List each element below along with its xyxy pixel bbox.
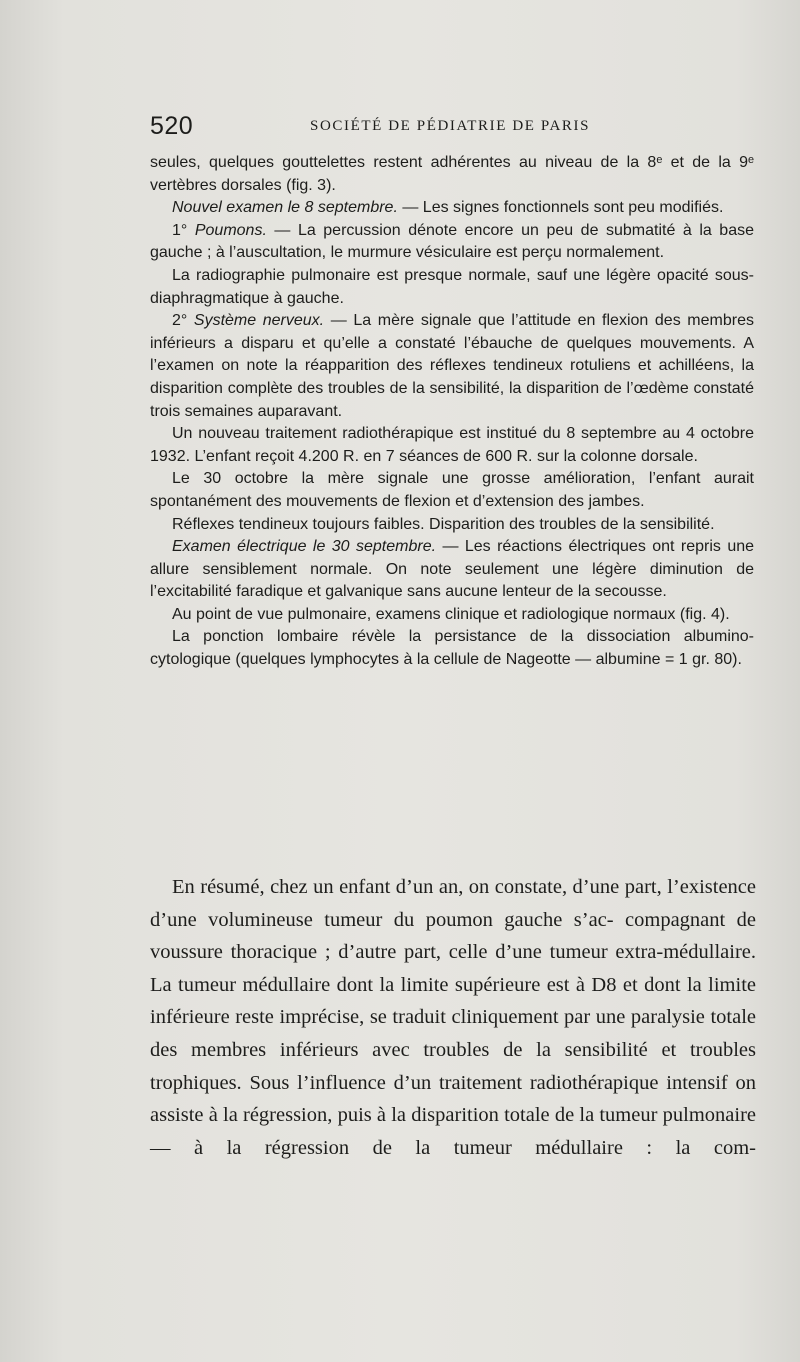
paragraph-text: — La percussion dénote encore un peu de submatité à la base gauche ; à l’auscultation, le murmure vésiculaire est perçu normalement.	[150, 221, 755, 262]
summary-line: inférieurs avec troubles de la sensibilité et troubles trophiques.	[150, 1038, 756, 1094]
paragraph-text: seules, quelques gouttelettes restent adhérentes au niveau de la 8ᵉ et de la 9ᵉ vertèbres dorsales (fig. 3).	[150, 154, 754, 194]
summary-line: compagnant de voussure thoracique ; d’autre part, celle d’une	[150, 908, 756, 964]
paragraph	[150, 220, 754, 265]
paragraph	[150, 604, 754, 627]
paragraph-text: La ponction lombaire révèle la persistance de la dissociation albumino-cytologique (quelques lymphocytes à la cellule de Nageotte — albumine = 1 gr. 80).	[150, 628, 754, 669]
paragraph-number: 2°	[172, 312, 194, 330]
summary-line: Sous l’influence d’un traitement radiothérapique intensif on	[249, 1071, 756, 1094]
summary-paragraph	[150, 871, 756, 1164]
paragraph-lead: Poumons.	[194, 221, 267, 239]
summary-line: tumeur extra-médullaire. La tumeur médullaire dont la limite	[150, 941, 756, 996]
summary-section	[150, 871, 756, 1164]
paragraph-text: — Les signes fonctionnels sont peu modifiés.	[397, 199, 724, 217]
summary-line: pulmonaire — à la régression de la tumeur médullaire : la com-	[150, 1104, 757, 1159]
paragraph-text: Réflexes tendineux toujours faibles. Disparition des troubles de la sensibilité.	[172, 515, 715, 533]
paragraph-text: — Les réactions électriques ont repris une allure sensiblement normale. On note seulement une légère diminution de l’excitabilité faradique et galvanique sans aucune lenteur de la secousse.	[150, 538, 755, 601]
page-header	[150, 112, 755, 148]
paragraph	[150, 152, 754, 197]
paragraph	[150, 626, 754, 671]
summary-line: l’existence d’une volumineuse tumeur du poumon gauche s’ac-	[150, 876, 756, 931]
paragraph	[150, 310, 754, 423]
paragraph	[150, 468, 754, 513]
paragraph-text: Un nouveau traitement radiothérapique est institué du 8 septembre au 4 octobre 1932. L’enfant reçoit 4.200 R. en 7 séances de 600 R. sur la colonne dorsale.	[150, 425, 754, 465]
paragraph	[150, 265, 754, 310]
paragraph	[150, 197, 754, 220]
paragraph-lead: Système nerveux.	[193, 312, 325, 330]
paragraph-text: Au point de vue pulmonaire, examens clinique et radiologique normaux (fig. 4).	[172, 605, 730, 623]
summary-line: assiste à la régression, puis à la disparition totale de la tumeur	[150, 1104, 658, 1127]
paragraph-lead: Examen électrique le 30 septembre.	[172, 538, 437, 556]
page-number: 520	[150, 112, 194, 140]
paragraph-text: Le 30 octobre la mère signale une grosse amélioration, l’enfant aurait spontanément des mouvements de flexion et d’extension des jambes.	[150, 470, 754, 510]
summary-line: En résumé, chez un enfant d’un an, on constate, d’une part,	[172, 876, 662, 898]
paragraph-text: La radiographie pulmonaire est presque normale, sauf une légère opacité sous-diaphragmatique à gauche.	[150, 266, 754, 307]
paragraph-number: 1°	[172, 221, 195, 239]
paragraph	[150, 514, 754, 537]
summary-line: se traduit cliniquement par une paralysie totale des membres	[150, 1006, 756, 1061]
paragraph	[150, 536, 754, 604]
paragraph-text: — La mère signale que l’attitude en flexion des membres inférieurs a disparu et qu’elle a constaté l’ébauche de quelques mouvements. A l’examen on note la réapparition des réflexes tendineux rotuliens et achilléens, la disparition complète des troubles de la sensibilité, la disparition de l’œdème constaté trois semaines auparavant.	[150, 312, 754, 420]
summary-line: supérieure est à D8 et dont la limite inférieure reste imprécise,	[150, 973, 756, 1029]
running-head: SOCIÉTÉ DE PÉDIATRIE DE PARIS	[310, 118, 591, 134]
paragraph	[150, 423, 754, 468]
case-report-section	[150, 152, 754, 672]
paragraph-lead: Nouvel examen le 8 septembre.	[172, 199, 398, 217]
